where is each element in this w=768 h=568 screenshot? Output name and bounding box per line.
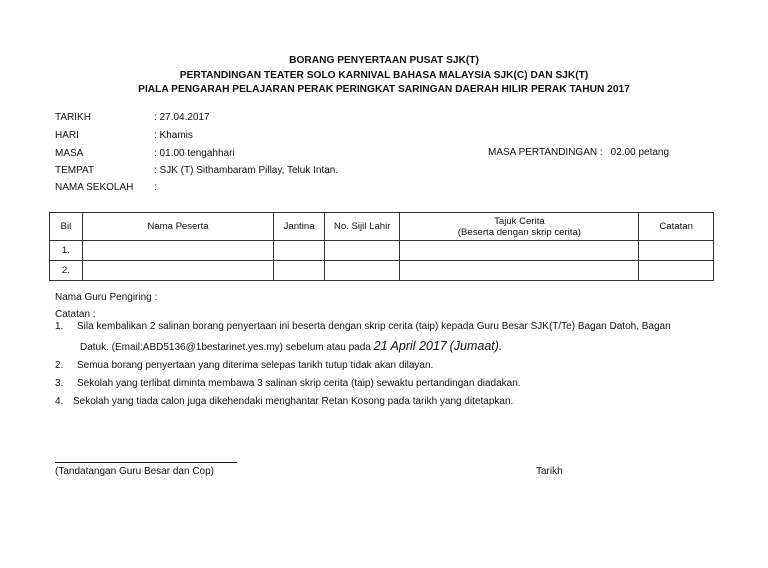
cell-no-sijil-lahir[interactable] (324, 261, 399, 281)
table-row (50, 241, 714, 261)
note-2 (55, 360, 433, 371)
note-1-number: 1. (55, 321, 64, 332)
table-row (50, 261, 714, 281)
cell-jantina[interactable] (274, 261, 325, 281)
cell-no-sijil-lahir[interactable] (324, 241, 399, 261)
guru-pengiring-label: Nama Guru Pengiring : (55, 292, 158, 303)
note-4-text: Sekolah yang tiada calon juga dikehendaki menghantar Retan Kosong pada tarikh yang ditetapkan. (73, 396, 514, 407)
note-4-number: 4. (55, 396, 64, 407)
note-1-line2 (80, 339, 502, 353)
cell-tajuk-cerita[interactable] (400, 241, 639, 261)
note-2-text: Semua borang penyertaan yang diterima selepas tarikh tutup tidak akan dilayan. (77, 360, 434, 371)
form-title: BORANG PENYERTAAN PUSAT SJK(T) (289, 55, 479, 66)
catatan-label: Catatan : (55, 309, 96, 320)
tarikh-label: TARIKH (55, 112, 91, 123)
note-3-text: Sekolah yang terlibat diminta membawa 3 salinan skrip cerita (taip) sewaktu pertandingan diadakan. (77, 378, 521, 389)
signature-line (55, 462, 237, 463)
masa-pertandingan-value: 02.00 petang (610, 147, 670, 158)
deadline-day: (Jumaat). (449, 339, 503, 353)
masa-label: MASA (55, 148, 84, 159)
deadline-date: 21 April 2017 (373, 339, 447, 353)
col-jantina: Jantina (274, 213, 325, 241)
cell-catatan[interactable] (639, 241, 714, 261)
tempat-value: : SJK (T) Sithambaram Pillay, Teluk Intan. (154, 165, 339, 176)
hari-label: HARI (55, 130, 79, 141)
note-3 (55, 378, 521, 389)
note-1-prefix: Datuk. (Email:ABD5136@1bestarinet.yes.my) sebelum atau pada (80, 342, 371, 353)
nama-sekolah-label: NAMA SEKOLAH (55, 182, 134, 193)
masa-value: : 01.00 tengahhari (154, 148, 235, 159)
note-2-number: 2. (55, 360, 64, 371)
form-subtitle-2: PIALA PENGARAH PELAJARAN PERAK PERINGKAT SARINGAN DAERAH HILIR PERAK TAHUN 2017 (138, 84, 630, 95)
col-tajuk-cerita (400, 213, 639, 241)
tajuk-cerita-line2: (Beserta dengan skrip cerita) (457, 226, 581, 238)
row-bil: 1. (50, 241, 83, 261)
cell-jantina[interactable] (274, 241, 325, 261)
tajuk-cerita-line1: Tajuk Cerita (494, 215, 545, 227)
masa-pertandingan (488, 147, 669, 158)
note-3-number: 3. (55, 378, 64, 389)
col-nama-peserta: Nama Peserta (82, 213, 273, 241)
note-4 (55, 396, 513, 407)
signature-label: (Tandatangan Guru Besar dan Cop) (55, 466, 214, 477)
form-header (0, 54, 768, 98)
cell-tajuk-cerita[interactable] (400, 261, 639, 281)
col-bil: Bil (50, 213, 83, 241)
tempat-label: TEMPAT (55, 165, 95, 176)
note-1-line1: Sila kembalikan 2 salinan borang penyertaan ini beserta dengan skrip cerita (taip) kepada Guru Besar SJK(T/Te) Bagan Datoh, Bagan (77, 321, 671, 332)
signature-date-label: Tarikh (536, 466, 563, 477)
tarikh-value: : 27.04.2017 (154, 112, 210, 123)
note-1 (55, 321, 671, 332)
col-no-sijil-lahir: No. Sijil Lahir (324, 213, 399, 241)
row-bil: 2. (50, 261, 83, 281)
cell-nama-peserta[interactable] (82, 241, 273, 261)
cell-catatan[interactable] (639, 261, 714, 281)
nama-sekolah-value: : (154, 182, 157, 193)
masa-pertandingan-label: MASA PERTANDINGAN : (488, 147, 603, 158)
cell-nama-peserta[interactable] (82, 261, 273, 281)
form-subtitle: PERTANDINGAN TEATER SOLO KARNIVAL BAHASA MALAYSIA SJK(C) DAN SJK(T) (179, 69, 589, 81)
table-header-row (50, 213, 714, 241)
hari-value: : Khamis (154, 130, 193, 141)
col-catatan: Catatan (639, 213, 714, 241)
participant-table (49, 212, 714, 281)
